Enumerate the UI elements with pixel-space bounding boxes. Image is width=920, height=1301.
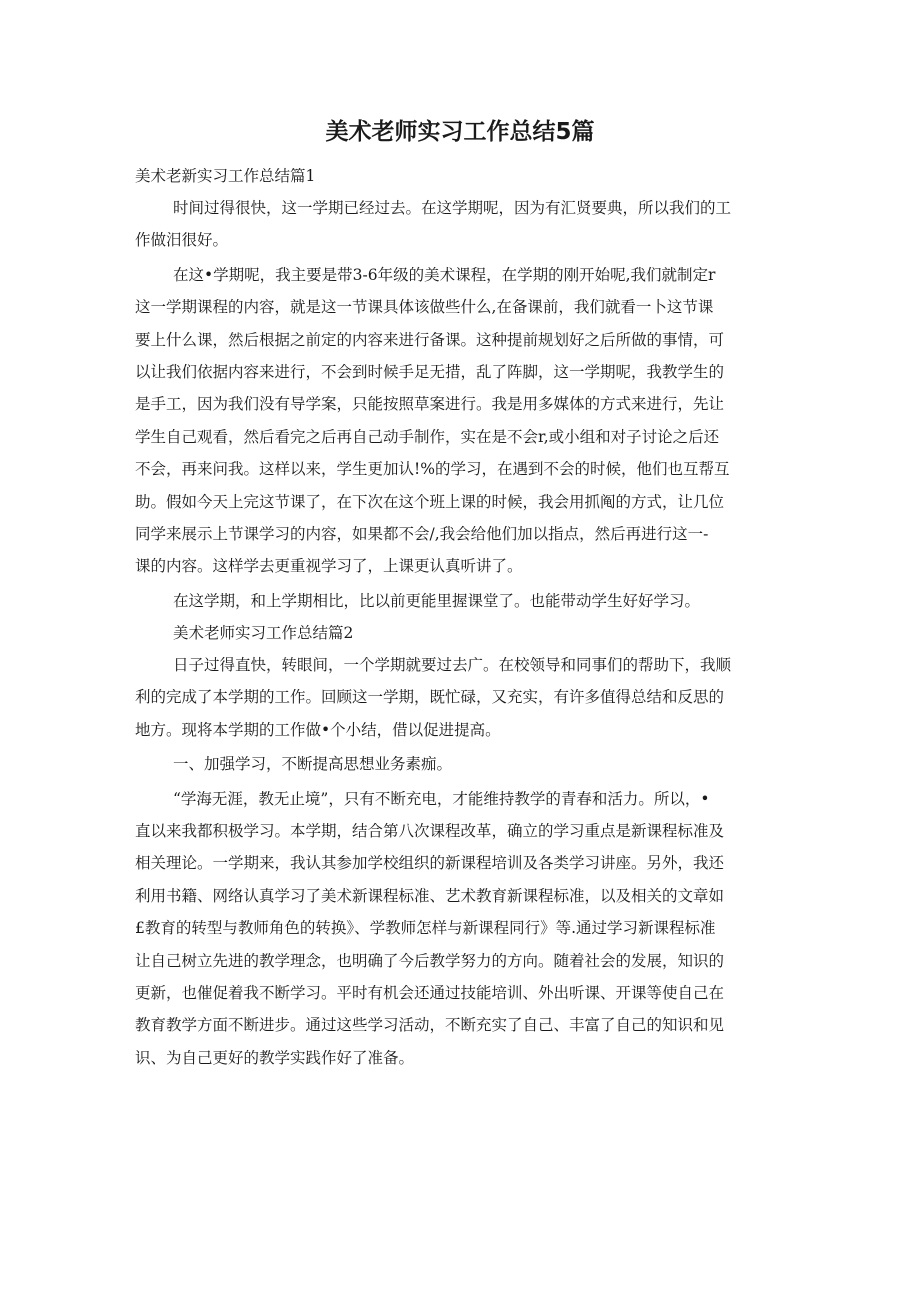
paragraph-line: 更新，也催促着我不断学习。平时有机会还通过技能培训、外出听课、开课等使自己在 xyxy=(135,983,725,1002)
paragraph-line: 直以来我都积极学习。本学期，结合第八次课程改革，确立的学习重点是新课程标准及 xyxy=(135,822,725,841)
paragraph-line: 作做汨很好。 xyxy=(135,231,229,250)
paragraph-line: 相关理论。一学期来，我认其参加学校组织的新课程培训及各类学习讲座。另外，我还 xyxy=(135,854,725,873)
paragraph-line: 助。假如今天上完这节课了，在下次在这个班上课的时候，我会用抓阄的方式，让几位 xyxy=(135,492,725,511)
subsection-heading: 一、加强学习，不断提高思想业务素痂。 xyxy=(173,755,453,774)
document-title: 美术老师实习工作总结5篇 xyxy=(325,119,595,145)
paragraph-line: 日子过得直快，转眼间，一个学期就要过去广。在校领导和同事们的帮助下，我顺 xyxy=(173,656,732,675)
document-body xyxy=(135,160,781,1074)
paragraph-line: 在这•学期呢，我主要是带3-6年级的美术课程，在学期的刚开始呢,我们就制定r xyxy=(173,265,716,284)
paragraph-line: 要上什么课，然后根据之前定的内容来进行备课。这种提前规划好之后所做的事情，可 xyxy=(135,330,725,349)
paragraph-line: “学海无涯，教无止境”，只有不断充电，才能维持教学的青春和活力。所以，• xyxy=(173,789,710,808)
section-heading: 美术老师实习工作总结篇2 xyxy=(173,624,354,643)
paragraph-line: 识、为自己更好的教学实践作好了准备。 xyxy=(135,1048,415,1067)
paragraph-line: 是手工，因为我们没有导学案，只能按照草案进行。我是用多媒体的方式来进行，先让 xyxy=(135,395,725,414)
paragraph-line: 在这学期，和上学期相比，比以前更能里握课堂了。也能带动学生好好学习。 xyxy=(173,591,701,610)
paragraph-line: 以让我们依据内容来进行，不会到时候手足无措，乱了阵脚，这一学期呢，我教学生的 xyxy=(135,362,725,381)
paragraph-line: 地方。现将本学期的工作做•个小结，借以促进提高。 xyxy=(135,720,501,739)
paragraph-line: 学生自己观看，然后看完之后再自己动手制作，实在是不会r,或小组和对子讨论之后还 xyxy=(135,427,720,446)
paragraph-line: 不会，再来问我。这样以来，学生更加认!%的学习，在遇到不会的时候，他们也互帮互 xyxy=(135,460,730,479)
paragraph-line: 同学来展示上节课学习的内容，如果都不会/,我会给他们加以指点，然后再进行这一- xyxy=(135,524,709,543)
paragraph-line: 利用书籍、网络认真学习了美术新课程标准、艺术教育新课程标准，以及相关的文章如 xyxy=(135,886,725,905)
paragraph-line: 这一学期课程的内容，就是这一节课具体该做些什么,在备课前，我们就看一卜这节课 xyxy=(135,298,714,317)
paragraph-line: 教育教学方面不断进步。通过这些学习活动，不断充实了自己、丰富了自己的知识和见 xyxy=(135,1016,725,1035)
paragraph-line: 课的内容。这样学去更重视学习了，上课更认真听讲了。 xyxy=(135,557,523,576)
paragraph-line: 利的完成了本学期的工作。回顾这一学期，既忙碌，又充实，有许多值得总结和反思的 xyxy=(135,688,725,707)
section-heading: 美术老新实习工作总结篇1 xyxy=(135,167,316,185)
paragraph-line: 让自己树立先进的教学理念，也明确了今后教学努力的方向。随着社会的发展，知识的 xyxy=(135,951,725,970)
paragraph-line: 时间过得很快，这一学期已经过去。在这学期呢，因为有汇贤要典，所以我们的工 xyxy=(173,199,732,217)
paragraph-line: £教育的转型与教师角色的转换》、学教师怎样与新课程同行》等.通过学习新课程标准 xyxy=(135,919,716,938)
